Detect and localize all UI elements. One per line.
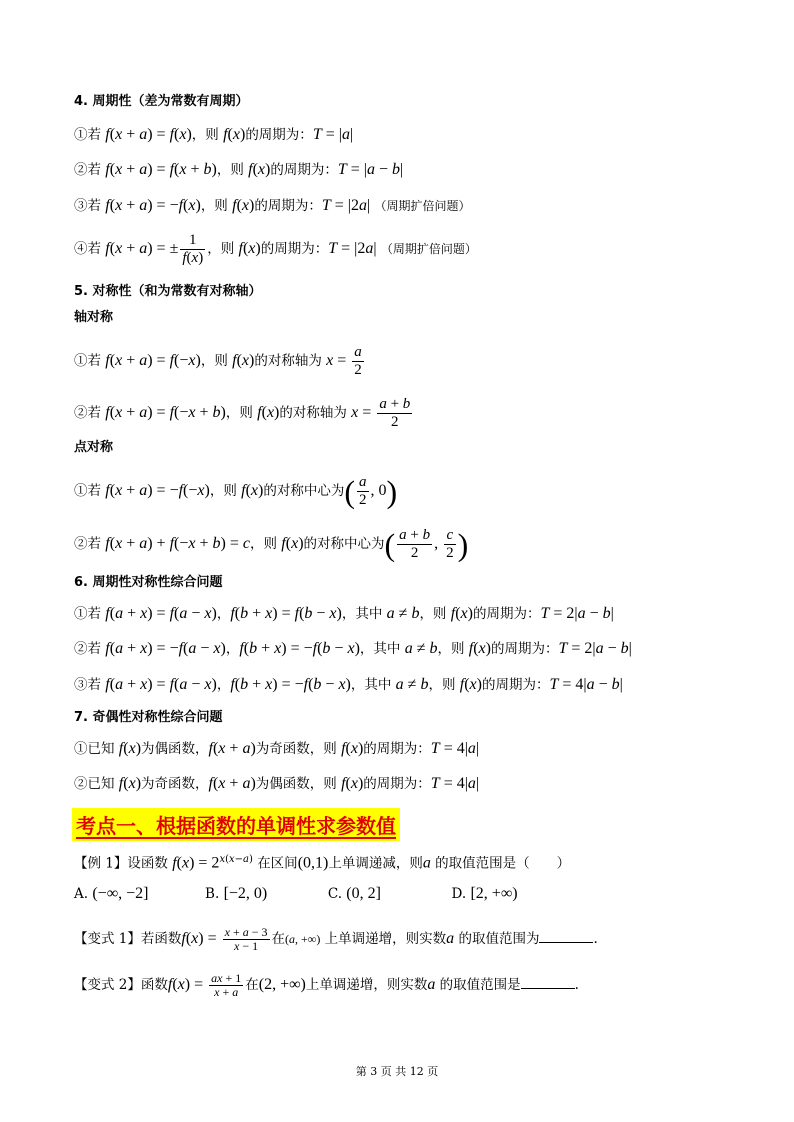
example-text-mid: 在区间	[257, 855, 298, 872]
option-c[interactable]: C. (0, 2]	[327, 885, 381, 902]
section-6-title: 6. 周期性对称性综合问题	[74, 575, 223, 590]
example-text-post: 上单调递减，则	[328, 855, 423, 872]
variant-2-label: 【变式 2】	[74, 977, 141, 993]
answer-blank-1[interactable]	[539, 942, 593, 943]
option-a[interactable]: A. (−∞, −2]	[74, 885, 149, 902]
section-4-title: 4. 周期性（差为常数有周期）	[74, 94, 249, 109]
variant-2: 【变式 2】函数f(x) = $\frac{ax + 1}{x + a}$ 在(2, +∞)上单调递增，则实数a 的取值范围是 .	[74, 971, 579, 999]
point-rule-2: ②若 f(x + a) + f(−x + b) = c，则 f(x)的对称中心为( $\frac{a + b}{2}$ , $\frac{c}{2}$ )	[74, 526, 469, 563]
option-d[interactable]: D. [2, +∞)	[451, 885, 518, 902]
variant-1-label: 【变式 1】	[74, 931, 141, 947]
example-1: 【例 1】设函数 $f(x) = 2^{x(x-a)}$ 在区间(0,1)上单调递减，则a 的取值范围是（ ）	[74, 854, 571, 872]
variant-2-end: 的取值范围是	[439, 977, 521, 993]
axis-symmetry-title: 轴对称	[74, 310, 114, 325]
variant-1-end: 的取值范围为	[458, 931, 540, 947]
answer-blank-2[interactable]	[521, 988, 575, 989]
period-rule-4: ④若 f(x + a) = ± $\frac{1}{f(x)}$ ，则 f(x)的周期为：T = |2a| （周期扩倍问题）	[74, 232, 477, 266]
example-text: 设函数	[127, 855, 168, 872]
section-5-title: 5. 对称性（和为常数有对称轴）	[74, 284, 262, 299]
example-label: 【例 1】	[74, 855, 128, 872]
option-b[interactable]: B. [−2, 0)	[205, 885, 268, 902]
parity-rule-1: ①已知 f(x)为偶函数，f(x + a)为奇函数，则 f(x)的周期为：T = 4|a|	[74, 740, 480, 757]
variant-1-post: 上单调递增，则实数	[324, 931, 447, 947]
example-options	[74, 884, 518, 904]
period-rule-1: ①若 f(x + a) = f(x)，则 f(x)的周期为：T = |a|	[74, 126, 354, 143]
variant-1-mid: 在	[271, 931, 286, 947]
parity-rule-2: ②已知 f(x)为奇函数，f(x + a)为偶函数，则 f(x)的周期为：T = 4|a|	[74, 775, 480, 792]
combined-rule-3: ③若 f(a + x) = f(a − x)，f(b + x) = −f(b − x)，其中 a ≠ b，则 f(x)的周期为：T = 4|a − b|	[74, 676, 623, 693]
period-rule-2: ②若 f(x + a) = f(x + b)，则 f(x)的周期为：T = |a − b|	[74, 161, 404, 178]
example-text-end: 的取值范围是（ ）	[435, 855, 571, 872]
page-footer: 第 3 页 共 12 页	[355, 1065, 439, 1078]
variant-1: 【变式 1】若函数f(x) = $\frac{x + a - 3}{x - 1}$ 在(a, +∞) 上单调递增，则实数a 的取值范围为 .	[74, 925, 598, 953]
variant-2-text: 函数	[140, 977, 168, 993]
point-rule-1: ①若 f(x + a) = −f(−x)，则 f(x)的对称中心为( $\frac{a}{2}$ , 0)	[74, 473, 398, 510]
period-double-note-2: （周期扩倍问题）	[380, 242, 477, 256]
combined-rule-1: ①若 f(a + x) = f(a − x)，f(b + x) = f(b − x)，其中 a ≠ b，则 f(x)的周期为：T = 2|a − b|	[74, 605, 614, 622]
period-rule-3: ③若 f(x + a) = −f(x)，则 f(x)的周期为：T = |2a| （周期扩倍问题）	[74, 197, 471, 214]
variant-2-post: 上单调递增，则实数	[305, 977, 428, 993]
variant-1-text: 若函数	[140, 931, 182, 947]
topic-banner: 考点一、根据函数的单调性求参数值	[72, 808, 400, 841]
axis-rule-2: ②若 f(x + a) = f(−x + b)，则 f(x)的对称轴为 x = $\frac{a + b}{2}$	[74, 396, 411, 430]
point-symmetry-title: 点对称	[74, 440, 114, 455]
variant-2-mid: 在	[245, 977, 259, 993]
combined-rule-2: ②若 f(a + x) = −f(a − x)，f(b + x) = −f(b − x)，其中 a ≠ b，则 f(x)的周期为：T = 2|a − b|	[74, 640, 632, 657]
period-double-note: （周期扩倍问题）	[374, 199, 471, 213]
section-7-title: 7. 奇偶性对称性综合问题	[74, 710, 223, 725]
axis-rule-1: ①若 f(x + a) = f(−x)，则 f(x)的对称轴为 x = $\frac{a}{2}$	[74, 344, 362, 378]
